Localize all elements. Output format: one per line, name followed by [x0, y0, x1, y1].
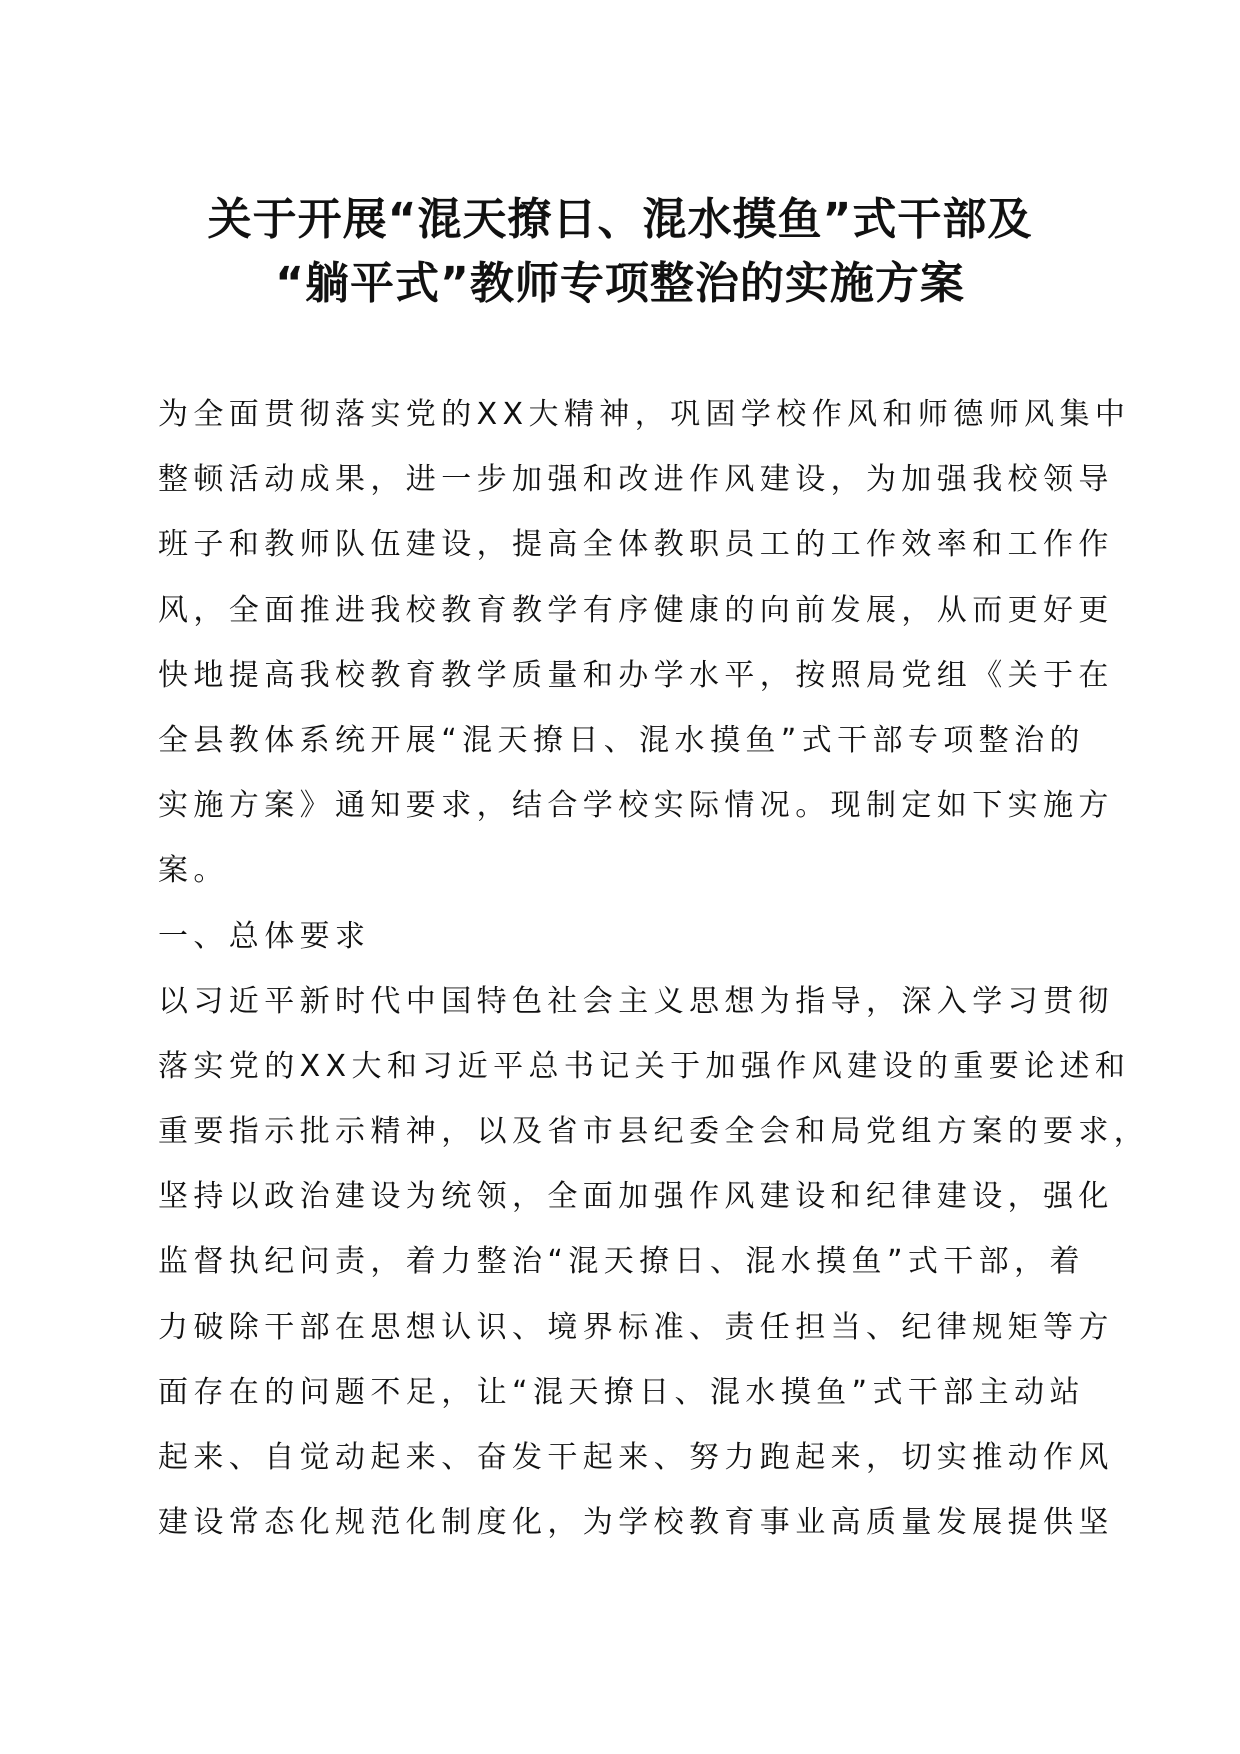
section-line: 力破除干部在思想认识、境界标准、责任担当、纪律规矩等方: [158, 1309, 1114, 1345]
intro-line: 案。: [158, 853, 229, 889]
section-line: 重要指示批示精神，以及省市县纪委全会和局党组方案的要求，: [158, 1114, 1150, 1150]
intro-line: 快地提高我校教育教学质量和办学水平，按照局党组《关于在: [158, 657, 1114, 693]
section-line: 监督执纪问责，着力整治“混天撩日、混水摸鱼”式干部，着: [158, 1244, 1085, 1280]
title-line-2: “躺平式”教师专项整治的实施方案: [275, 258, 965, 309]
intro-line: 整顿活动成果，进一步加强和改进作风建设，为加强我校领导: [158, 462, 1114, 498]
intro-line: 班子和教师队伍建设，提高全体教职员工的工作效率和工作作: [158, 527, 1114, 563]
intro-line: 为全面贯彻落实党的XX大精神，巩固学校作风和师德师风集中: [158, 397, 1131, 432]
intro-line: 全县教体系统开展“混天撩日、混水摸鱼”式干部专项整治的: [158, 722, 1085, 758]
section-line: 坚持以政治建设为统领，全面加强作风建设和纪律建设，强化: [158, 1179, 1114, 1215]
section-line: 落实党的XX大和习近平总书记关于加强作风建设的重要论述和: [158, 1048, 1131, 1084]
section-line: 面存在的问题不足，让“混天撩日、混水摸鱼”式干部主动站: [158, 1374, 1085, 1410]
intro-line: 风，全面推进我校教育教学有序健康的向前发展，从而更好更: [158, 592, 1114, 628]
section-heading: 一、总体要求: [158, 918, 371, 954]
section-line: 建设常态化规范化制度化，为学校教育事业高质量发展提供坚: [158, 1505, 1114, 1541]
title-line-1: 关于开展“混天撩日、混水摸鱼”式干部及: [207, 194, 1033, 245]
section-line: 以习近平新时代中国特色社会主义思想为指导，深入学习贯彻: [158, 983, 1114, 1019]
section-line: 起来、自觉动起来、奋发干起来、努力跑起来，切实推动作风: [158, 1440, 1114, 1475]
document-body: [158, 382, 1150, 1555]
document-title: [130, 188, 1110, 316]
intro-line: 实施方案》通知要求，结合学校实际情况。现制定如下实施方: [158, 788, 1114, 824]
